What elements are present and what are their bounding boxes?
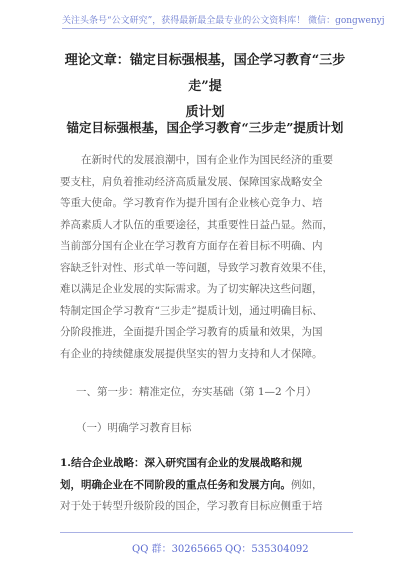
point-1-text: 例如， xyxy=(291,478,323,491)
point-1-bold-line: 1.结合企业战略：深入研究国有企业的发展战略和规 xyxy=(60,457,302,469)
intro-line: 容缺乏针对性、形式单一等问题，导致学习教育效果不佳， xyxy=(60,261,333,274)
intro-line: 难以满足企业发展的实际需求。为了切实解决这些问题， xyxy=(60,283,323,295)
sub-heading: （一）明确学习教育目标 xyxy=(76,422,192,434)
step1-heading: 一、第一步：精准定位，夯实基础（第 1—2 个月） xyxy=(76,386,317,398)
intro-line: 养高素质人才队伍的重要途径，其重要性日益凸显。然而， xyxy=(60,218,333,231)
footer-qq-group: QQ 群：30265665 xyxy=(132,544,223,555)
intro-line: 当前部分国有企业在学习教育方面存在着目标不明确、内 xyxy=(60,240,323,252)
intro-line: 特制定国企学习教育“三步走”提质计划，通过明确目标、 xyxy=(60,304,323,317)
banner-text: 关注头条号“公文研究”，获得最新最全最专业的公文资料库！ 微信：gongwenyj xyxy=(62,16,385,26)
intro-line: 有企业的持续健康发展提供坚实的智力支持和人才保障。 xyxy=(60,347,323,360)
point-1-bold-line: 划，明确企业在不同阶段的重点任务和发展方向。 xyxy=(60,478,291,491)
footer-bar xyxy=(60,532,353,557)
top-banner xyxy=(0,0,408,40)
document-title xyxy=(60,48,350,126)
intro-line: 要支柱，肩负着推动经济高质量发展、保障国家战略安全 xyxy=(60,175,323,188)
intro-line: 分阶段推进，全面提升国企学习教育的质量和效果，为国 xyxy=(60,326,323,338)
document-title-line-2: 质计划 xyxy=(185,105,225,120)
intro-line: 等重大使命。学习教育作为提升国有企业核心竞争力、培 xyxy=(60,197,323,209)
point-1-line: 对于处于转型升级阶段的国企，学习教育目标应侧重于培 xyxy=(60,500,323,512)
intro-line: 在新时代的发展浪潮中，国有企业作为国民经济的重要 xyxy=(60,154,333,166)
footer-qq: QQ：535304092 xyxy=(225,544,309,555)
banner-divider xyxy=(62,28,353,29)
point-1-paragraph xyxy=(60,453,354,518)
intro-paragraph xyxy=(60,150,354,365)
document-title-line-1: 理论文章：锚定目标强根基，国企学习教育“三步走”提 xyxy=(64,53,346,94)
section-title: 锚定目标强根基，国企学习教育“三步走”提质计划 xyxy=(66,120,344,135)
